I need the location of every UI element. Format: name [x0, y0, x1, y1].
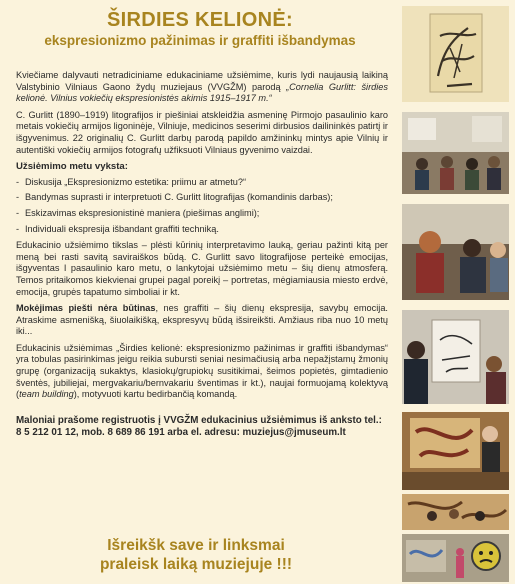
skills-text: , nes graffiti – šių dienų ekspresija, savybų emocija. Atraskime asmenišką, šiuolaikišką, ekspresyvų būdą išsireikšti. Amžiaus riba nuo 10 metų iki...: [16, 303, 388, 337]
skills-bold: Mokėjimas piešti nėra būtinas: [16, 303, 156, 314]
exhibition-title: „Cornelia Gurlitt: širdies kelionė. Vilnius vokiečių ekspresionistės akimis 1915–1917 m.“: [16, 81, 388, 104]
intro-paragraph: [16, 70, 388, 105]
main-text: [16, 70, 388, 444]
header: [6, 8, 394, 50]
list-item: - Individuali ekspresija išbandant graffiti techniką.: [16, 224, 388, 236]
list-item: - Diskusija „Ekspresionizmo estetika: priimu ar atmetu?“: [16, 177, 388, 189]
list-item: - Bandymas suprasti ir interpretuoti C. Gurlitt litografijas (komandinis darbas);: [16, 192, 388, 204]
groups-italic: team building: [19, 389, 74, 400]
artist-paragraph: C. Gurlitt (1890–1919) litografijos ir piešiniai atskleidžia asmeninę Pirmojo pasaulinio karo metais vokiečių armijos ligoninėje, Vilniuje, medicinos seserimi dirbusios dailininkės patirtį ir išgyvenimus. 22 originalių C. Gurlitt darbų parodą papildo amžininkų mintys apie Vilnių ir autentiški vokiečių armijos fotografų užfiksuoti Vilniaus gyvenimo vaizdai.: [16, 109, 388, 155]
slogan-line-1: Išreikšk save ir linksmai: [107, 537, 285, 554]
charcoal-drawing-photo: [402, 310, 509, 404]
workshop-listening-photo: [402, 204, 509, 300]
page-subtitle: ekspresionizmo pažinimas ir graffiti išbandymas: [44, 33, 356, 48]
list-item: - Eskizavimas ekspresionistinė maniera (piešimas anglimi);: [16, 208, 388, 220]
graffiti-wall-photo: [402, 534, 509, 582]
page-title: ŠIRDIES KELIONĖ:: [107, 9, 293, 31]
intro-text: Kviečiame dalyvauti netradiciniame edukaciniame užsiėmime, kuris lydi naujausią laikiną Valstybinio Vilniaus Gaono žydų muziejaus (VVGŽM) parodą: [16, 70, 388, 92]
registration-info: Maloniai prašome registruotis į VVGŽM edukacinius užsiėmimus iš anksto tel.: 8 5 212 01 12, mob. 8 689 86 191 arba el. adresu: muziejus@jmuseum.lt: [16, 414, 382, 438]
slogan: [20, 536, 372, 574]
graffiti-painting-photo: [402, 412, 509, 490]
program-heading: Užsiėmimo metu vyksta:: [16, 161, 128, 173]
seminar-room-photo: [402, 112, 509, 194]
lithograph-sketch-photo: [402, 6, 509, 102]
goal-paragraph: Edukacinio užsiėmimo tikslas – plėsti kūrinių interpretavimo lauką, geriau pažinti kitą per meną bei rasti savitą saviraiškos būdą. C. Gurlitt savo litografijose perteikė emocijas, išgyventas I pasaulinio karo metu, o lankytojai užsiėmimo metu – šių dienų atmosferą. Temos pritaikomos kiekvienai grupei pagal poreikį – portretas, mėgiamiausia miesto erdvė, emocija, grupės tapatumo simboliai ir kt.: [16, 240, 388, 297]
program-list: [16, 177, 388, 235]
slogan-line-2: praleisk laiką muziejuje !!!: [99, 556, 293, 573]
photo-column: [400, 0, 515, 584]
groups-text-1: Edukacinis užsiėmimas „Širdies kelionė: ekspresionizmo pažinimas ir graffiti išbandymas“ yra tobulas pasirinkimas jeigu reikia subursti seniai nesimačiusią arba nepažįstamų žmonių grupę (organizaciją sukaktys, klasiokų/grupiokų susitikimai, šeimos popietės, gimtadienio šventės, jubiliejai, mergvakariu/bernvakariu šventimas ir kt.), naujai formuojamą kolektyvą (: [16, 342, 388, 400]
group-graffiti-photo: [402, 494, 509, 530]
skills-paragraph: [16, 303, 388, 338]
groups-text-2: ), motyvuoti kartu bedirbančią komandą.: [73, 389, 238, 400]
groups-paragraph: [16, 343, 388, 401]
